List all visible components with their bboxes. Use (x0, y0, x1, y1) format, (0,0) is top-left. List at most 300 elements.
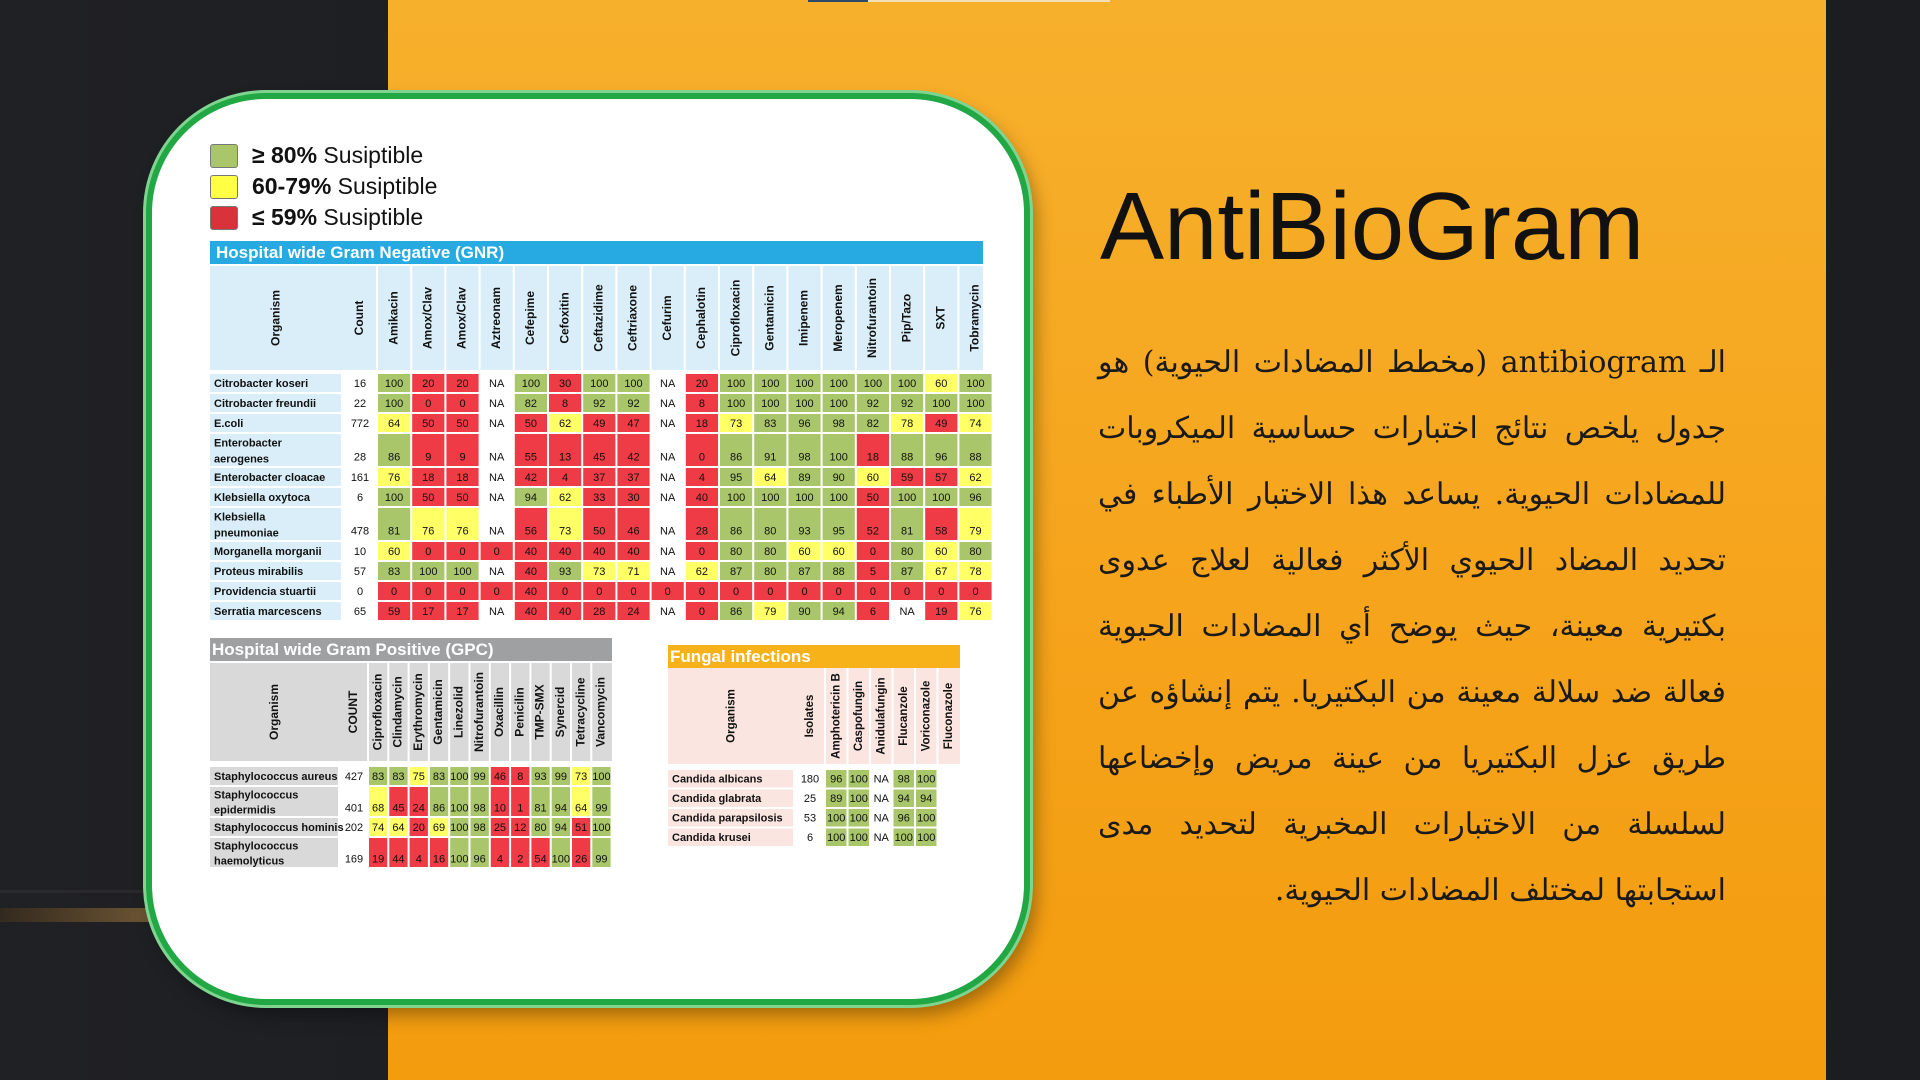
gpc-value-text: 74 (372, 821, 385, 834)
gnr-value-text: 0 (493, 585, 500, 598)
gnr-value-text: NA (489, 491, 505, 504)
gnr-antibiotic-header: Tobramycin (967, 284, 982, 352)
gnr-value-text: 94 (524, 491, 538, 504)
gnr-antibiotic-header: Cefepime (523, 290, 538, 346)
gpc-value-text: 68 (372, 802, 385, 815)
gnr-value-text: 100 (726, 397, 746, 410)
gpc-organism-name: Staphylococcus hominis (214, 821, 344, 834)
gnr-value-text: 62 (558, 417, 572, 430)
gnr-value-text: 9 (425, 451, 432, 464)
gnr-value-text: NA (660, 605, 676, 618)
gnr-value-text: 73 (593, 565, 606, 578)
gnr-value-text: 4 (562, 471, 569, 484)
gpc-value-text: 2 (517, 853, 524, 866)
gpc-value-text: 100 (450, 853, 469, 866)
gpc-value-text: 64 (392, 821, 405, 834)
gnr-value-text: 30 (627, 491, 640, 504)
gnr-value-text: 8 (562, 397, 569, 410)
gnr-value-text: 37 (593, 471, 606, 484)
gnr-value-text: 100 (726, 377, 746, 390)
gnr-value-text: NA (660, 377, 676, 390)
gnr-value-text: 49 (593, 417, 606, 430)
gpc-value-text: 80 (534, 821, 547, 834)
gnr-count-cell: 10 (353, 545, 367, 558)
gnr-table (210, 266, 983, 628)
fungal-antibiotic-header: Voriconazole (920, 680, 933, 752)
gnr-value-text: 78 (969, 565, 982, 578)
gnr-value-text: 58 (935, 525, 948, 538)
gnr-value-text: 100 (897, 377, 917, 390)
gpc-value-text: 26 (575, 853, 588, 866)
gnr-value-text: 64 (387, 417, 401, 430)
legend-item-red (210, 202, 437, 233)
gnr-value-text: 6 (869, 605, 876, 618)
gnr-value-text: 18 (456, 471, 469, 484)
gnr-value-text: 100 (419, 565, 438, 578)
gnr-value-text: 95 (832, 525, 845, 538)
gnr-count-cell: 65 (353, 605, 367, 618)
gnr-organism-name: Morganella morganii (214, 545, 322, 558)
gnr-value-text: 79 (969, 525, 982, 538)
gnr-organism-name: Providencia stuartii (214, 585, 317, 598)
gnr-value-text: 86 (387, 451, 401, 464)
fungal-count-cell: 53 (803, 812, 817, 825)
gnr-value-text: 80 (900, 545, 914, 558)
gnr-value-text: 0 (972, 585, 979, 598)
gnr-value-text: 80 (764, 545, 777, 558)
gnr-value-text: 0 (698, 545, 705, 558)
gnr-table-grid (210, 266, 983, 628)
gnr-value-text: 4 (698, 471, 705, 484)
gpc-value-text: 4 (415, 853, 422, 866)
gnr-value-text: 60 (832, 545, 845, 558)
gnr-value-text: 88 (900, 451, 914, 464)
gnr-value-text: 18 (695, 417, 709, 430)
gnr-value-text: 100 (761, 377, 780, 390)
fungal-value-text: 100 (849, 832, 868, 845)
gnr-value-text: 90 (798, 605, 811, 618)
gnr-value-text: 88 (969, 451, 982, 464)
legend-label: ≥ 80% Susiptible (252, 142, 424, 168)
fungal-value-text: 100 (827, 832, 846, 845)
gnr-value-text: 71 (627, 565, 640, 578)
gnr-value-text: 100 (829, 397, 848, 410)
gnr-count-cell: 478 (350, 525, 370, 538)
gnr-value-text: 24 (627, 605, 640, 618)
legend-label: ≤ 59% Susiptible (252, 204, 424, 230)
gnr-value-text: 40 (627, 545, 640, 558)
gnr-value-text: 42 (627, 451, 640, 464)
gnr-value-text: 80 (764, 565, 777, 578)
gnr-value-text: 80 (729, 545, 743, 558)
gnr-antibiotic-header: Amox/Clav (454, 286, 469, 350)
gnr-organism-name: Enterobacter (214, 437, 282, 450)
gnr-antibiotic-header: Meropenem (830, 284, 845, 352)
gnr-value-text: NA (489, 471, 505, 484)
gpc-value-text: 54 (534, 853, 547, 866)
susceptibility-legend (210, 140, 437, 233)
gpc-value-text: 25 (493, 821, 507, 834)
gnr-antibiotic-header: Nitrofurantoin (865, 278, 880, 358)
gnr-value-text: 50 (422, 417, 435, 430)
gnr-value-text: 100 (624, 377, 643, 390)
gnr-value-text: 83 (764, 417, 777, 430)
fungal-table-grid (668, 668, 960, 846)
gnr-value-text: 0 (801, 585, 808, 598)
gnr-value-text: 55 (524, 451, 538, 464)
gnr-value-text: 90 (832, 471, 845, 484)
gnr-value-text: 0 (425, 397, 432, 410)
gnr-value-text: 0 (391, 585, 398, 598)
gnr-value-text: 0 (493, 545, 500, 558)
gnr-value-text: 64 (764, 471, 777, 484)
gnr-value-text: 50 (593, 525, 606, 538)
gnr-value-text: 96 (969, 491, 982, 504)
gnr-antibiotic-header: SXT (933, 306, 948, 330)
gpc-value-text: 98 (473, 821, 486, 834)
gnr-value-text: 40 (558, 605, 572, 618)
fungal-organism-name: Candida glabrata (672, 793, 762, 806)
gpc-antibiotic-header: Erythromycin (410, 673, 425, 751)
gnr-antibiotic-header: Ciprofloxacin (728, 279, 743, 357)
gpc-value-text: 100 (450, 821, 469, 834)
gpc-antibiotic-header: Vancomycin (593, 676, 608, 748)
gnr-value-text: 81 (387, 525, 401, 538)
gnr-value-text: 96 (798, 417, 811, 430)
gnr-value-text: 100 (829, 377, 848, 390)
fungal-value-text: 100 (894, 832, 913, 845)
gnr-value-text: NA (489, 605, 505, 618)
gnr-value-text: 59 (900, 471, 914, 484)
gpc-count-header: COUNT (346, 690, 361, 734)
gnr-value-text: 80 (969, 545, 982, 558)
gnr-value-text: 100 (863, 377, 883, 390)
gpc-value-text: 99 (595, 853, 608, 866)
fungal-table (668, 668, 960, 846)
fungal-count-cell: 6 (806, 832, 814, 845)
gnr-value-text: 47 (627, 417, 640, 430)
gnr-value-text: 40 (695, 491, 709, 504)
gnr-value-text: 100 (795, 491, 814, 504)
gnr-value-text: 60 (798, 545, 811, 558)
gpc-count-cell: 401 (344, 802, 364, 815)
gpc-antibiotic-header: Penicilin (512, 687, 527, 737)
gnr-organism-name: Klebsiella oxytoca (214, 491, 310, 504)
gpc-value-text: 94 (554, 802, 567, 815)
top-accent-line-light (868, 0, 1110, 2)
gnr-value-text: 60 (935, 377, 948, 390)
gnr-value-text: 0 (425, 545, 432, 558)
gnr-organism-name: pneumoniae (214, 527, 279, 540)
gnr-count-cell: 161 (350, 471, 370, 484)
gnr-value-text: 100 (726, 491, 746, 504)
gnr-value-text: 96 (935, 451, 948, 464)
gnr-value-text: NA (660, 491, 676, 504)
gnr-value-text: 92 (593, 397, 606, 410)
legend-item-green (210, 140, 437, 171)
gnr-value-text: 59 (387, 605, 401, 618)
gnr-value-text: 87 (900, 565, 914, 578)
gnr-value-text: 30 (558, 377, 572, 390)
gnr-antibiotic-header: Amikacin (386, 291, 401, 345)
gnr-value-text: 0 (459, 545, 466, 558)
legend-label: 60-79% Susiptible (252, 173, 438, 199)
gnr-value-text: 100 (453, 565, 472, 578)
gpc-value-text: 83 (432, 770, 446, 783)
gpc-antibiotic-header: TMP-SMX (532, 684, 547, 740)
gpc-value-text: 100 (551, 853, 571, 866)
gnr-value-text: 100 (897, 491, 917, 504)
gnr-value-text: 100 (384, 377, 404, 390)
gnr-value-text: 95 (729, 471, 743, 484)
gnr-value-text: 92 (866, 397, 880, 410)
fungal-table-title: Fungal infections (668, 645, 960, 668)
gnr-value-text: 94 (832, 605, 845, 618)
gnr-value-text: 82 (866, 417, 880, 430)
gnr-value-text: 100 (932, 491, 951, 504)
gnr-antibiotic-header: Cephalotin (694, 287, 709, 350)
gnr-value-text: 87 (798, 565, 811, 578)
gpc-count-cell: 427 (344, 770, 364, 783)
legend-swatch-yellow (210, 175, 238, 199)
arabic-description: الـ antibiogram (مخطط المضادات الحيوية) هو جدول يلخص نتائج اختبارات حساسية الميكروبات للمضادات الحيوية. يساعد هذا الاختبار الأطباء في تحديد المضاد الحيوي الأكثر فعالية لعلاج عدوى بكتيرية معينة، حيث يوضح أي المضادات الحيوية فعالة ضد سلالة معينة من البكتيريا. يتم إنشاؤه عن طريق عزل البكتيريا من عينة مريض وإخضاعها لسلسلة من الاختبارات المخبرية لتحديد مدى استجابتها لمختلف المضادات الحيوية. (1098, 345, 1726, 908)
gpc-antibiotic-header: Ciprofloxacin (370, 673, 385, 751)
fungal-value-text: 98 (897, 773, 910, 786)
right-dark-strip (1826, 0, 1920, 1080)
gnr-value-text: 0 (869, 585, 876, 598)
gnr-value-text: 100 (932, 397, 951, 410)
gnr-value-text: 40 (524, 545, 538, 558)
gnr-value-text: 28 (593, 605, 606, 618)
gnr-count-cell: 772 (350, 417, 370, 430)
gpc-value-text: 16 (432, 853, 446, 866)
gpc-value-text: 100 (592, 821, 611, 834)
gnr-value-text: 100 (829, 491, 848, 504)
gpc-antibiotic-header: Linezolid (451, 686, 466, 738)
gnr-value-text: 100 (966, 377, 985, 390)
gpc-count-cell: 169 (344, 853, 364, 866)
gnr-value-text: 0 (835, 585, 842, 598)
gnr-value-text: 0 (767, 585, 774, 598)
gnr-value-text: 0 (596, 585, 603, 598)
gnr-value-text: 76 (969, 605, 982, 618)
gpc-antibiotic-header: Clindamycin (390, 676, 405, 748)
gpc-value-text: 100 (592, 770, 611, 783)
gnr-value-text: 81 (900, 525, 914, 538)
gnr-value-text: 100 (829, 451, 848, 464)
gnr-value-text: 100 (384, 397, 404, 410)
gpc-table (210, 663, 612, 873)
gnr-value-text: 40 (524, 605, 538, 618)
fungal-count-cell: 180 (800, 773, 820, 786)
gnr-value-text: 20 (456, 377, 469, 390)
gnr-value-text: 93 (558, 565, 572, 578)
gnr-value-text: NA (660, 525, 676, 538)
gnr-value-text: 82 (524, 397, 538, 410)
fungal-value-text: 100 (849, 812, 868, 825)
gnr-antibiotic-header: Ceftazidime (591, 284, 606, 352)
gnr-antibiotic-header: Amox/Clav (420, 286, 435, 350)
gnr-value-text: 0 (664, 585, 671, 598)
gnr-value-text: 28 (695, 525, 709, 538)
gpc-value-text: 99 (554, 770, 567, 783)
gnr-value-text: 18 (866, 451, 880, 464)
gnr-organism-name: Citrobacter koseri (214, 377, 309, 390)
gnr-value-text: NA (660, 471, 676, 484)
gnr-value-text: NA (660, 565, 676, 578)
fungal-antibiotic-header: Fluconazole (942, 682, 955, 750)
gnr-value-text: 50 (422, 491, 435, 504)
gnr-value-text: NA (899, 605, 915, 618)
gnr-value-text: 40 (524, 565, 538, 578)
gnr-value-text: 20 (422, 377, 435, 390)
gnr-count-cell: 22 (353, 397, 367, 410)
gnr-value-text: 62 (558, 491, 572, 504)
gnr-value-text: 76 (422, 525, 435, 538)
fungal-value-text: 100 (849, 793, 868, 806)
gnr-value-text: 50 (456, 491, 469, 504)
gnr-value-text: 0 (562, 585, 569, 598)
gnr-value-text: 0 (904, 585, 911, 598)
fungal-value-text: 100 (917, 832, 936, 845)
gnr-value-text: NA (489, 451, 505, 464)
fungal-value-text: NA (873, 832, 889, 845)
gpc-organism-name: Staphylococcus (214, 789, 299, 802)
gnr-value-text: 40 (558, 545, 572, 558)
fungal-antibiotic-header: Amphotericin B (830, 673, 843, 759)
fungal-count-header: Isolates (804, 694, 817, 738)
gnr-value-text: NA (489, 377, 505, 390)
gnr-value-text: 37 (627, 471, 640, 484)
fungal-value-text: 94 (897, 793, 910, 806)
gpc-value-text: 75 (412, 770, 425, 783)
gnr-value-text: NA (489, 565, 505, 578)
gnr-value-text: 88 (832, 565, 845, 578)
gpc-value-text: 10 (493, 802, 507, 815)
gnr-value-text: 76 (387, 471, 401, 484)
gpc-value-text: 83 (372, 770, 385, 783)
gnr-value-text: 50 (524, 417, 538, 430)
fungal-value-text: NA (873, 793, 889, 806)
gnr-value-text: 13 (558, 451, 572, 464)
gnr-antibiotic-header: Gentamicin (762, 285, 777, 351)
gnr-value-text: 0 (425, 585, 432, 598)
gpc-value-text: 69 (432, 821, 446, 834)
gpc-antibiotic-header: Nitrofurantoin (471, 672, 486, 752)
gnr-organism-name: Citrobacter freundii (214, 397, 317, 410)
gpc-organism-name: epidermidis (214, 804, 276, 817)
gnr-value-text: 56 (524, 525, 538, 538)
gnr-antibiotic-header: Cefoxitin (557, 292, 572, 344)
gnr-value-text: 67 (935, 565, 948, 578)
gnr-value-text: 98 (832, 417, 845, 430)
legend-swatch-red (210, 206, 238, 230)
gnr-value-text: NA (489, 525, 505, 538)
gnr-count-cell: 57 (353, 565, 367, 578)
fungal-value-text: 96 (830, 773, 843, 786)
gnr-value-text: NA (660, 545, 676, 558)
gnr-value-text: 33 (593, 491, 606, 504)
gnr-count-cell: 6 (356, 491, 364, 504)
gnr-value-text: 100 (761, 491, 780, 504)
gnr-value-text: 45 (593, 451, 606, 464)
gnr-value-text: 0 (698, 585, 705, 598)
gnr-value-text: 42 (524, 471, 538, 484)
gpc-value-text: 51 (575, 821, 588, 834)
fungal-value-text: 100 (917, 812, 936, 825)
gnr-value-text: 57 (935, 471, 948, 484)
gnr-value-text: 100 (521, 377, 541, 390)
gnr-antibiotic-header: Imipenem (796, 289, 811, 347)
gnr-value-text: 86 (729, 451, 743, 464)
gnr-value-text: NA (489, 417, 505, 430)
gnr-value-text: 87 (729, 565, 743, 578)
gnr-value-text: 52 (866, 525, 880, 538)
fungal-organism-name: Candida krusei (672, 832, 751, 845)
gpc-value-text: 19 (372, 853, 385, 866)
gpc-value-text: 83 (392, 770, 405, 783)
gnr-count-cell: 16 (353, 377, 367, 390)
gnr-value-text: 18 (422, 471, 435, 484)
gpc-value-text: 96 (473, 853, 486, 866)
gnr-value-text: 89 (798, 471, 811, 484)
gpc-value-text: 99 (595, 802, 608, 815)
gpc-value-text: 46 (493, 770, 507, 783)
gnr-antibiotic-header: Aztreonam (488, 286, 503, 350)
fungal-value-text: NA (873, 812, 889, 825)
top-accent-line (808, 0, 868, 2)
gpc-value-text: 8 (517, 770, 524, 783)
gnr-organism-name: Enterobacter cloacae (214, 471, 326, 484)
gnr-value-text: 0 (698, 451, 705, 464)
gpc-value-text: 73 (575, 770, 588, 783)
gpc-count-cell: 202 (344, 821, 364, 834)
gnr-value-text: 20 (695, 377, 709, 390)
gnr-value-text: NA (660, 397, 676, 410)
gpc-value-text: 100 (450, 770, 469, 783)
gpc-value-text: 64 (575, 802, 588, 815)
gnr-value-text: 93 (798, 525, 811, 538)
gnr-value-text: 100 (384, 491, 404, 504)
gnr-value-text: 9 (459, 451, 466, 464)
gpc-organism-name: Staphylococcus (214, 840, 299, 853)
gpc-organism-header: Organism (267, 683, 282, 741)
fungal-value-text: 89 (830, 793, 843, 806)
gpc-value-text: 93 (534, 770, 547, 783)
fungal-organism-name: Candida albicans (672, 773, 763, 786)
gpc-value-text: 94 (554, 821, 567, 834)
gnr-value-text: 92 (900, 397, 914, 410)
gnr-value-text: 62 (969, 471, 982, 484)
fungal-value-text: 100 (827, 812, 846, 825)
fungal-antibiotic-header: Anidulafungin (875, 677, 888, 755)
gnr-value-text: 74 (969, 417, 982, 430)
gnr-organism-name: Proteus mirabilis (214, 565, 304, 578)
gnr-value-text: 62 (695, 565, 709, 578)
gnr-value-text: 0 (630, 585, 637, 598)
gnr-value-text: 0 (459, 397, 466, 410)
gnr-value-text: 60 (935, 545, 948, 558)
gpc-value-text: 45 (392, 802, 405, 815)
gnr-value-text: NA (660, 451, 676, 464)
gnr-value-text: 78 (900, 417, 914, 430)
gnr-value-text: 8 (698, 397, 705, 410)
gnr-value-text: 60 (387, 545, 401, 558)
gnr-value-text: 86 (729, 605, 743, 618)
fungal-count-cell: 25 (803, 793, 817, 806)
gnr-organism-name: aerogenes (214, 453, 270, 466)
gnr-value-text: 0 (938, 585, 945, 598)
